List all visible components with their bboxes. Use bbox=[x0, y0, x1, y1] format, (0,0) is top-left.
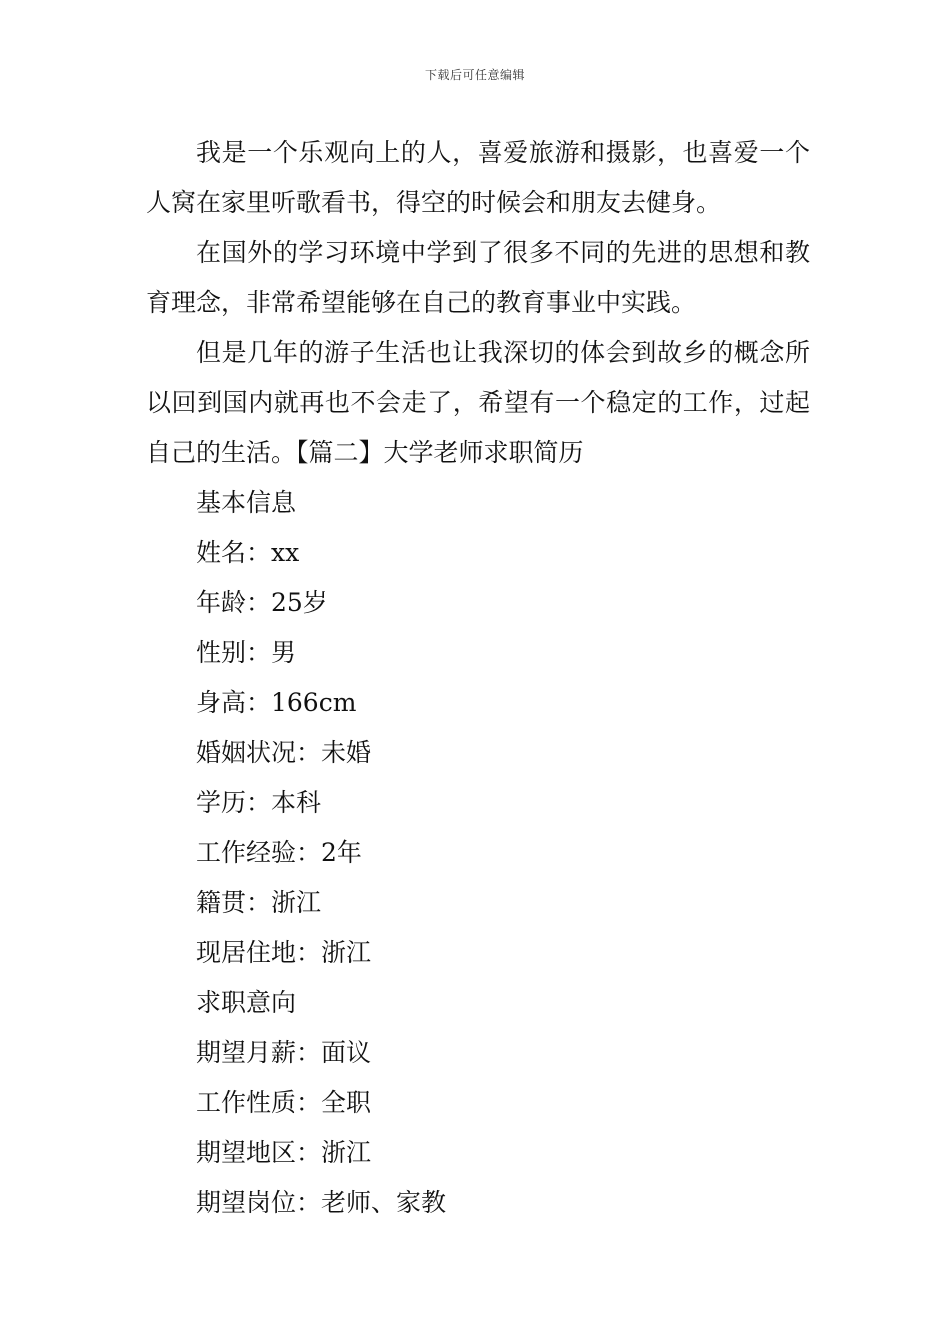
field-name: 姓名：xx bbox=[196, 538, 300, 567]
paragraph-return-home: 但是几年的游子生活也让我深切的体会到故乡的概念所以回到国内就再也不会走了，希望有一个稳定的工作，过起自己的生活。【篇二】大学老师求职简历 bbox=[146, 338, 810, 467]
field-marital-status: 婚姻状况：未婚 bbox=[196, 738, 372, 767]
section-heading-job-intent: 求职意向 bbox=[196, 988, 297, 1017]
document-body bbox=[146, 128, 810, 1228]
field-expected-region: 期望地区：浙江 bbox=[196, 1138, 372, 1167]
header-note: 下载后可任意编辑 bbox=[424, 68, 525, 82]
section-heading-basic-info: 基本信息 bbox=[196, 488, 297, 517]
field-age: 年龄：25岁 bbox=[196, 588, 328, 617]
field-education: 学历：本科 bbox=[196, 788, 322, 817]
field-height: 身高：166cm bbox=[196, 688, 357, 717]
field-expected-salary: 期望月薪：面议 bbox=[196, 1038, 372, 1067]
field-current-residence: 现居住地：浙江 bbox=[196, 938, 372, 967]
field-expected-position: 期望岗位：老师、家教 bbox=[196, 1188, 447, 1217]
field-native-place: 籍贯：浙江 bbox=[196, 888, 322, 917]
field-gender: 性别：男 bbox=[196, 638, 297, 667]
field-job-type: 工作性质：全职 bbox=[196, 1088, 372, 1117]
paragraph-education-ideas: 在国外的学习环境中学到了很多不同的先进的思想和教育理念，非常希望能够在自己的教育事业中实践。 bbox=[146, 238, 810, 317]
paragraph-personality: 我是一个乐观向上的人，喜爱旅游和摄影，也喜爱一个人窝在家里听歌看书，得空的时候会和朋友去健身。 bbox=[146, 138, 810, 217]
field-work-experience: 工作经验：2年 bbox=[196, 838, 362, 867]
